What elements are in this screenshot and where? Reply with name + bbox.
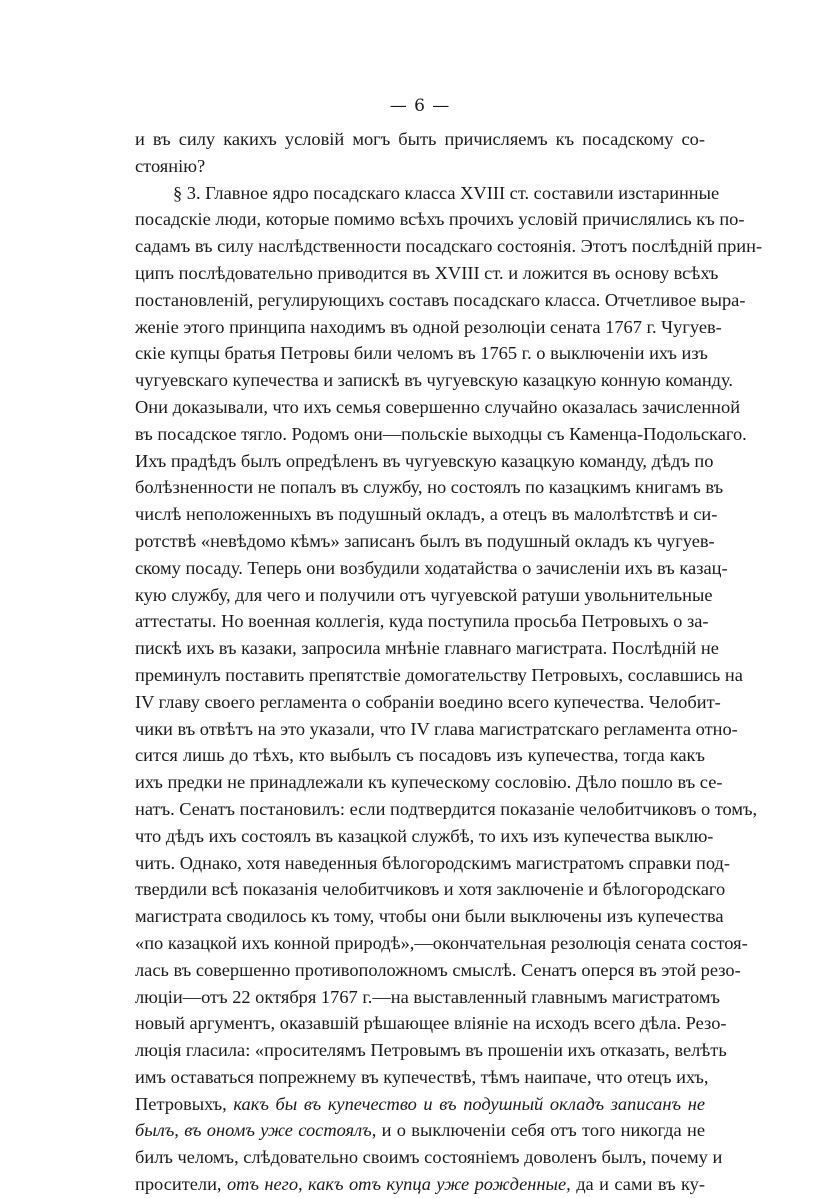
text-line: твердили всѣ показанія челобитчиковъ и хотя заключеніе и бѣлогородскаго: [135, 879, 726, 900]
text-line: скому посаду. Теперь они возбудили ходатайства о зачисленіи ихъ въ казац-: [135, 557, 728, 578]
text-line: чугуевскаго купечества и запискѣ въ чугуевскую казацкую конную команду.: [135, 370, 733, 391]
text-run: просители,: [135, 1174, 227, 1195]
text-line: ихъ предки не принадлежали къ купеческому сословію. Дѣло пошло въ се-: [135, 772, 723, 793]
text-line: магистрата сводилось къ тому, чтобы они были выключены изъ купечества: [135, 906, 724, 927]
text-line: преминулъ поставить препятствіе домогательству Петровыхъ, сославшись на: [135, 664, 743, 685]
text-line: билъ челомъ, слѣдовательно своимъ состояніемъ доволенъ былъ, почему и: [135, 1147, 723, 1168]
text-line: «по казацкой ихъ конной природѣ»,—окончательная резолюція сената состоя-: [135, 932, 748, 953]
text-line: въ посадское тягло. Родомъ они—польскіе выходцы съ Каменца-Подольскаго.: [135, 423, 747, 444]
text-line: стоянію?: [135, 155, 206, 176]
text-line: болѣзненности не попалъ въ службу, но состоялъ по казацкимъ книгамъ въ: [135, 477, 724, 498]
paragraph-start-line: § 3. Главное ядро посадскаго класса XVIII ст. составили изстаринные: [173, 182, 720, 203]
text-line: кую службу, для чего и получили отъ чугуевской ратуши увольнительные: [135, 584, 713, 605]
text-run: да и сами въ ку-: [570, 1174, 706, 1195]
text-line-mixed: [135, 1117, 705, 1144]
page-number: — 6 —: [389, 96, 451, 116]
text-line: натъ. Сенатъ постановилъ: если подтвердится показаніе челобитчиковъ о томъ,: [135, 798, 758, 819]
text-line-mixed: [135, 1091, 705, 1118]
text-line: пискѣ ихъ въ казаки, запросила мнѣніе главнаго магистрата. Послѣдній не: [135, 638, 719, 659]
italic-run: отъ него, какъ отъ купца уже рожденные,: [226, 1174, 571, 1195]
text-line: что дѣдъ ихъ состоялъ въ казацкой службѣ, то ихъ изъ купечества выклю-: [135, 825, 714, 846]
italic-run: былъ, въ ономъ уже состоялъ: [135, 1120, 372, 1141]
text-line: люціи—отъ 22 октября 1767 г.—на выставленный главнымъ магистратомъ: [135, 986, 720, 1007]
text-line: чить. Однако, хотя наведенныя бѣлогородскимъ магистратомъ справки под-: [135, 852, 730, 873]
text-line: люція гласила: «просителямъ Петровымъ въ прошеніи ихъ отказать, велѣть: [135, 1040, 727, 1061]
text-line: Ихъ прадѣдъ былъ опредѣленъ въ чугуевскую казацкую команду, дѣдъ по: [135, 450, 714, 471]
text-line: ротствѣ «невѣдомо кѣмъ» записанъ былъ въ подушный окладъ къ чугуев-: [135, 530, 715, 551]
text-line: сится лишь до тѣхъ, кто выбылъ съ посадовъ изъ купечества, тогда какъ: [135, 745, 705, 766]
text-line: постановленій, регулирующихъ составъ посадскаго класса. Отчетливое выра-: [135, 289, 746, 310]
text-line: садамъ въ силу наслѣдственности посадскаго состоянія. Этотъ послѣдній прин-: [135, 236, 763, 257]
text-line: ципъ послѣдовательно приводится въ XVIII ст. и ложится въ основу всѣхъ: [135, 262, 719, 283]
text-line: лась въ совершенно противоположномъ смыслѣ. Сенатъ оперся въ этой резо-: [135, 959, 741, 980]
body-text: [135, 126, 763, 1198]
text-line: числѣ неположенныхъ въ подушный окладъ, а отецъ въ малолѣтствѣ и си-: [135, 504, 718, 525]
text-line: скіе купцы братья Петровы били челомъ въ 1765 г. о выключеніи ихъ изъ: [135, 343, 708, 364]
text-line-mixed: [135, 1171, 705, 1198]
text-line: чики въ отвѣтъ на это указали, что IV глава магистратскаго регламента отно-: [135, 718, 738, 739]
text-line: Они доказывали, что ихъ семья совершенно случайно оказалась зачисленной: [135, 396, 741, 417]
text-run: Петровыхъ,: [135, 1093, 234, 1114]
text-line: новый аргументъ, оказавшій рѣшающее вліяніе на исходъ всего дѣла. Резо-: [135, 1013, 727, 1034]
text-line: имъ оставаться попрежнему въ купечествѣ, тѣмъ наипаче, что отецъ ихъ,: [135, 1066, 709, 1087]
text-line: IV главу своего регламента о собраніи воедино всего купечества. Челобит-: [135, 691, 721, 712]
text-line: и въ силу какихъ условій могъ быть причисляемъ къ посадскому со-: [135, 129, 705, 149]
italic-run: какъ бы въ купечество и въ подушный окладъ записанъ не: [233, 1093, 705, 1114]
text-line: аттестаты. Но военная коллегія, куда поступила просьба Петровыхъ о за-: [135, 611, 709, 632]
text-run: , и о выключеніи себя отъ того никогда не: [371, 1120, 705, 1141]
text-line: женіе этого принципа находимъ въ одной резолюціи сената 1767 г. Чугуев-: [135, 316, 722, 337]
text-line: посадскіе люди, которые помимо всѣхъ прочихъ условій причислялись къ по-: [135, 209, 745, 230]
